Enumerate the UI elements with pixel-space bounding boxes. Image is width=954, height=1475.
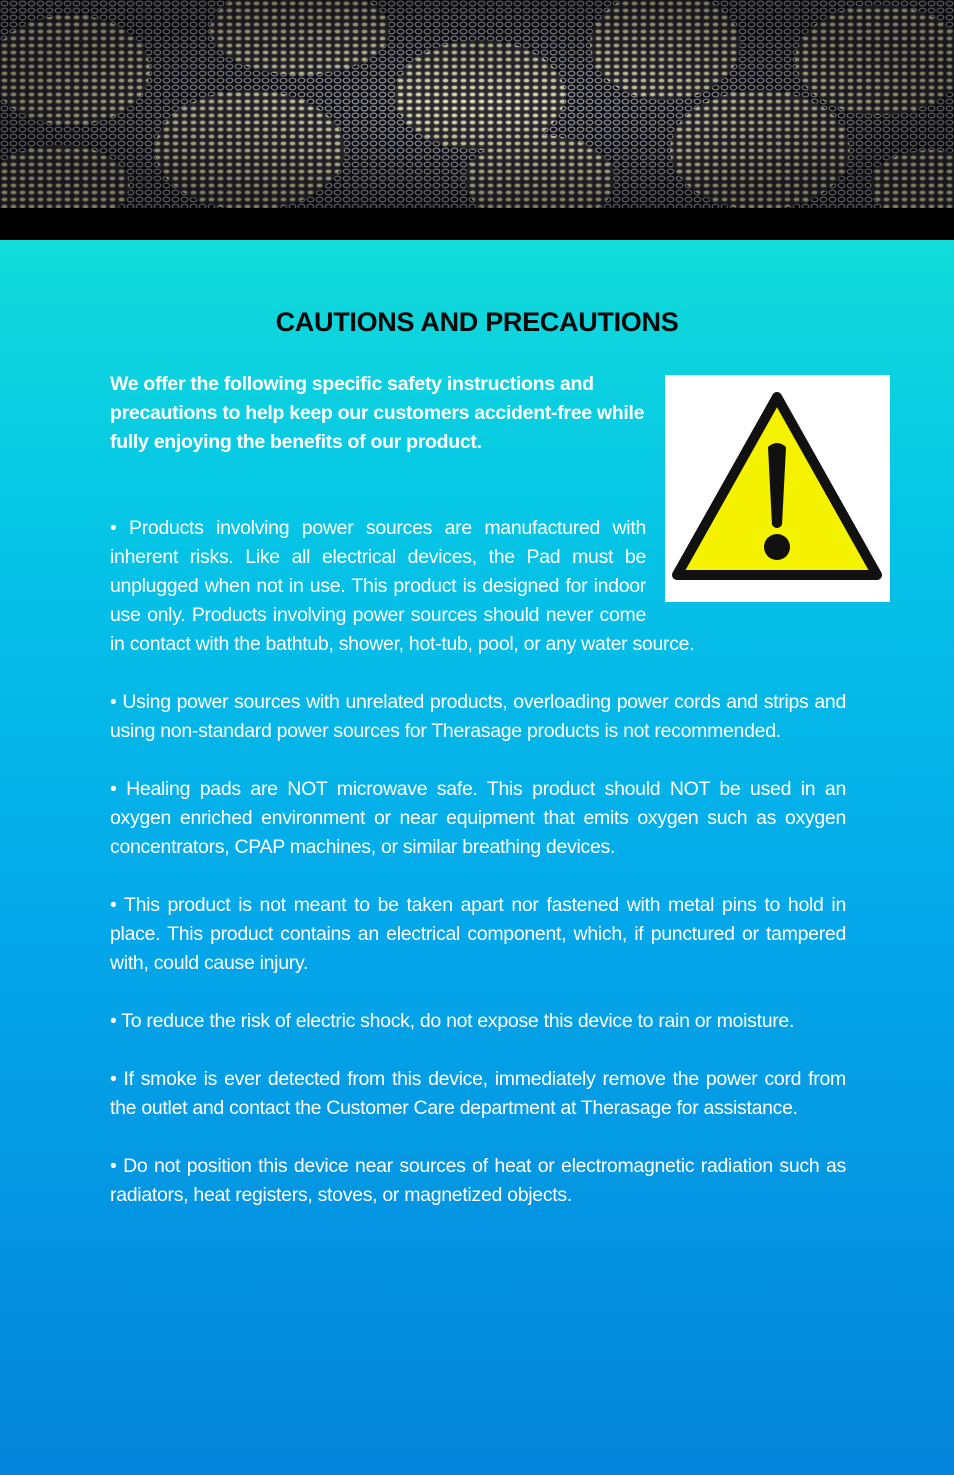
page-title: CAUTIONS AND PRECAUTIONS [275, 307, 679, 337]
caution-item: • Healing pads are NOT microwave safe. This product should NOT be used in an oxygen enriched environment or near equipment that emits oxygen such as oxygen concentrators, CPAP machines, or similar breathing devices. [110, 778, 846, 858]
caution-item: • If smoke is ever detected from this device, immediately remove the power cord from the outlet and contact the Customer Care department at Therasage for assistance. [110, 1068, 846, 1119]
intro-paragraph: We offer the following specific safety instructions and precautions to help keep our customers accident-free while fully enjoying the benefits of our product. [110, 373, 645, 453]
caution-item: • Using power sources with unrelated products, overloading power cords and strips and using non-standard power sources for Therasage products is not recommended. [110, 691, 846, 742]
caution-item: • Do not position this device near sources of heat or electromagnetic radiation such as radiators, heat registers, stoves, or magnetized objects. [110, 1155, 846, 1206]
caution-item: • To reduce the risk of electric shock, do not expose this device to rain or moisture. [110, 1010, 795, 1032]
cautions-list [110, 514, 846, 1239]
header-divider-bar [0, 208, 954, 240]
mesh-pad-banner-image [0, 0, 954, 208]
caution-item: • This product is not meant to be taken apart nor fastened with metal pins to hold in place. This product contains an electrical component, which, if punctured or tampered with, could cause injury. [110, 894, 846, 974]
caution-item: • Products involving power sources are manufactured with inherent risks. Like all electrical devices, the Pad must be unplugged when not in use. This product is designed for indoor use only. Products involving power sources should never come in contact with the bathtub, shower, hot-tub, pool, or any water source. [110, 517, 695, 655]
